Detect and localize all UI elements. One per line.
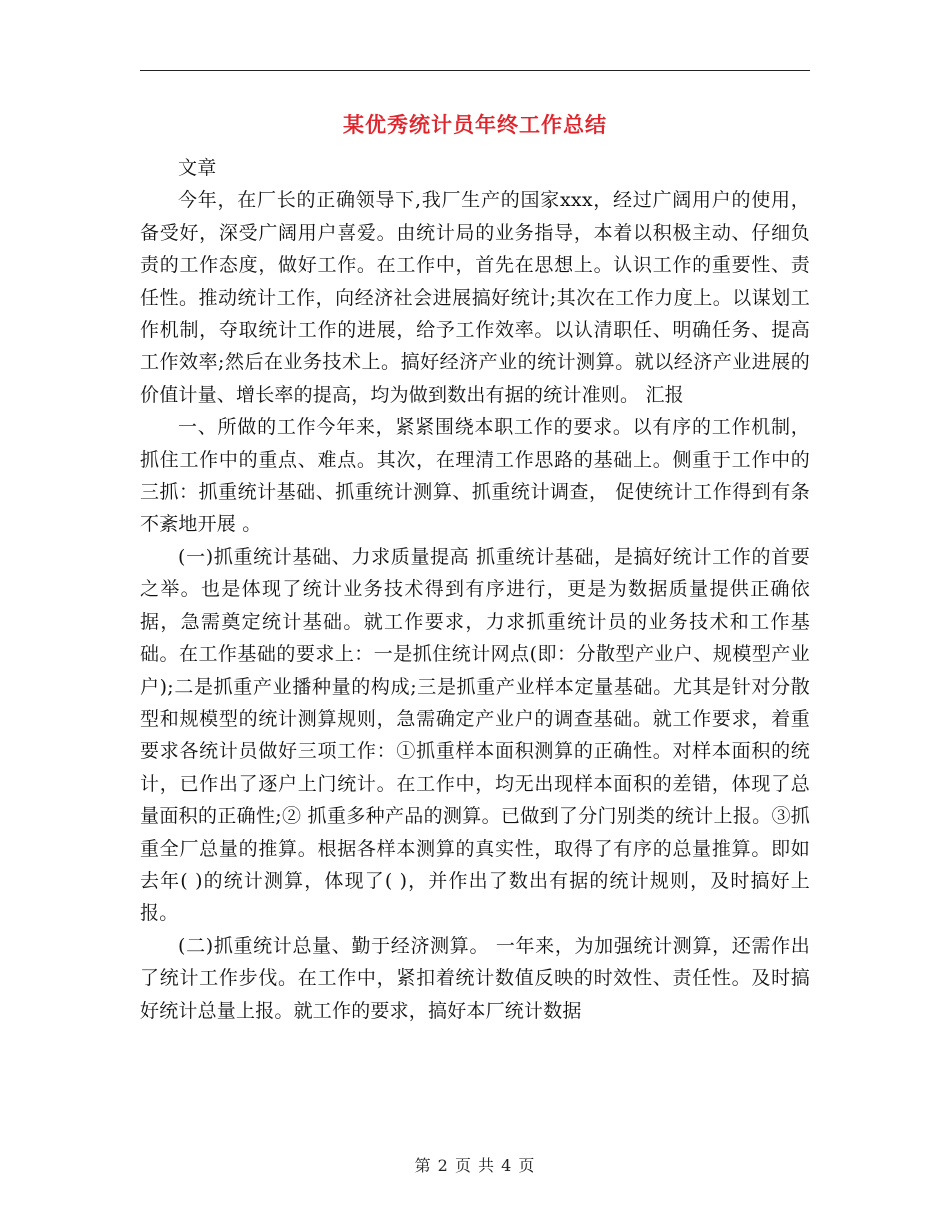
header-rule (140, 70, 810, 71)
paragraph: (二)抓重统计总量、勤于经济测算。 一年来，为加强统计测算，还需作出了统计工作步伐。在工作中，紧扣着统计数值反映的时效性、责任性。及时搞好统计总量上报。就工作的要求，搞好本厂统计数据 (140, 934, 810, 1022)
paragraph: 今年，在厂长的正确领导下,我厂生产的国家xxx，经过广阔用户的使用，备受好，深受广阔用户喜爱。由统计局的业务指导，本着以积极主动、仔细负责的工作态度，做好工作。在工作中，首先在思想上。认识工作的重要性、责任性。推动统计工作，向经济社会进展搞好统计;其次在工作力度上。以谋划工作机制，夺取统计工作的进展，给予工作效率。以认清职任、明确任务、提高工作效率;然后在业务技术上。搞好经济产业的统计测算。就以经济产业进展的价值计量、增长率的提高，均为做到数出有据的统计准则。 汇报 (140, 189, 810, 406)
document-body (140, 152, 810, 1027)
document-title: 某优秀统计员年终工作总结 (343, 112, 607, 137)
paragraph: 一、所做的工作今年来，紧紧围绕本职工作的要求。以有序的工作机制，抓住工作中的重点、难点。其次，在理清工作思路的基础上。侧重于工作中的三抓：抓重统计基础、抓重统计测算、抓重统计调查， 促使统计工作得到有条不紊地开展 。 (140, 416, 810, 536)
paragraph: 文章 (178, 157, 217, 179)
paragraph: (一)抓重统计基础、力求质量提高 抓重统计基础，是搞好统计工作的首要之举。也是体现了统计业务技术得到有序进行，更是为数据质量提供正确依据，急需奠定统计基础。就工作要求，力求抓重统计员的业务技术和工作基础。在工作基础的要求上：一是抓住统计网点(即：分散型产业户、规模型产业户);二是抓重产业播种量的构成;三是抓重产业样本定量基础。尤其是针对分散型和规模型的统计测算规则，急需确定产业户的调查基础。就工作要求，着重要求各统计员做好三项工作：①抓重样本面积测算的正确性。对样本面积的统计，已作出了逐户上门统计。在工作中，均无出现样本面积的差错，体现了总量面积的正确性;② 抓重多种产品的测算。已做到了分门别类的统计上报。③抓重全厂总量的推算。根据各样本测算的真实性，取得了有序的总量推算。即如去年( )的统计测算，体现了( )，并作出了数出有据的统计规则，及时搞好上报。 (140, 545, 810, 925)
page-number: 第 2 页 共 4 页 (414, 1156, 536, 1175)
